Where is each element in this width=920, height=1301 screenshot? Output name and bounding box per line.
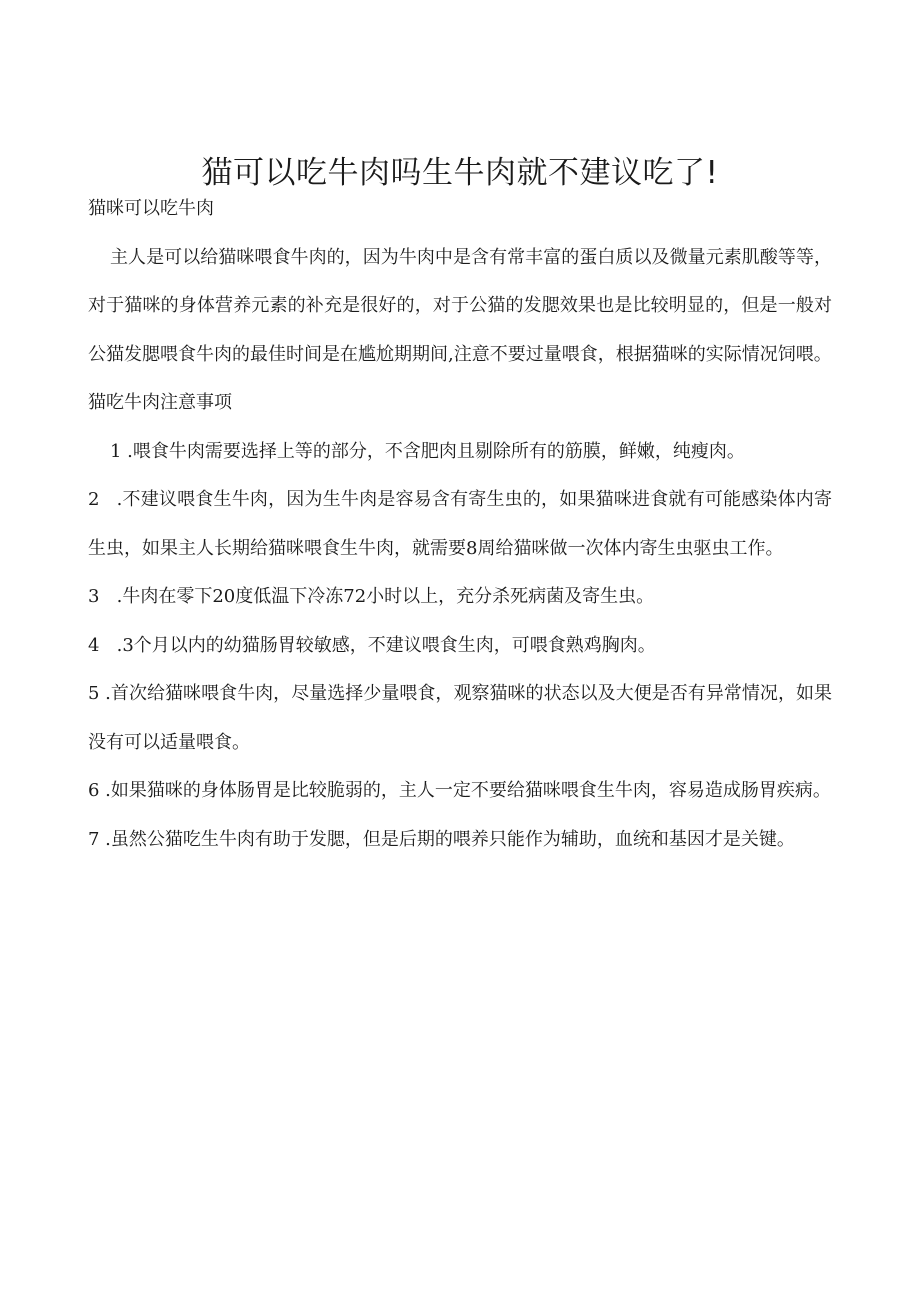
list-item bbox=[88, 670, 832, 767]
list-item bbox=[88, 573, 832, 622]
list-item-number: 5 . bbox=[88, 683, 111, 704]
list-item-text: 虽然公猫吃生牛肉有助于发腮，但是后期的喂养只能作为辅助，血统和基因才是关键。 bbox=[110, 828, 795, 850]
list-item-text: 如果猫咪的身体肠胃是比较脆弱的，主人一定不要给猫咪喂食生牛肉，容易造成肠胃疾病。 bbox=[110, 780, 831, 801]
list-item-text: 喂食牛肉需要选择上等的部分，不含肥肉且剔除所有的筋膜，鲜嫩，纯瘦肉。 bbox=[132, 440, 745, 462]
list-item-number: 7 . bbox=[88, 828, 111, 850]
list-item-number: 1 . bbox=[110, 440, 133, 462]
list-item bbox=[88, 767, 832, 816]
list-item-text: 首次给猫咪喂食牛肉，尽量选择少量喂食，观察猫咪的状态以及大便是否有异常情况，如果没有可以适量喂食。 bbox=[88, 683, 832, 753]
list-item-text: 不建议喂食生牛肉，因为生牛肉是容易含有寄生虫的，如果猫咪进食就有可能感染体内寄生虫，如果主人长期给猫咪喂食生牛肉，就需要8周给猫咪做一次体内寄生虫驱虫工作。 bbox=[88, 489, 832, 559]
list-item-number: 3 . bbox=[88, 586, 123, 607]
list-item-text: 牛肉在零下20度低温下冷冻72小时以上，充分杀死病菌及寄生虫。 bbox=[122, 586, 655, 607]
list-item-number: 6 . bbox=[88, 780, 111, 801]
document-body bbox=[88, 185, 832, 864]
page-title: 猫可以吃牛肉吗生牛肉就不建议吃了! bbox=[201, 154, 719, 191]
list-item bbox=[88, 622, 832, 671]
section-heading-precautions: 猫吃牛肉注意事项 bbox=[88, 392, 232, 413]
list-item-text: 3个月以内的幼猫肠胃较敏感，不建议喂食生肉，可喂食熟鸡胸肉。 bbox=[122, 634, 656, 656]
list-item bbox=[88, 476, 832, 573]
section-heading-can-eat-beef: 猫咪可以吃牛肉 bbox=[88, 198, 214, 219]
list-item-number: 2 . bbox=[88, 489, 123, 510]
intro-paragraph: 主人是可以给猫咪喂食牛肉的，因为牛肉中是含有常丰富的蛋白质以及微量元素肌酸等等，对于猫咪的身体营养元素的补充是很好的，对于公猫的发腮效果也是比较明显的，但是一般对公猫发腮喂食牛肉的最佳时间是在尴尬期期间,注意不要过量喂食，根据猫咪的实际情况饲喂。 bbox=[88, 246, 832, 365]
list-item bbox=[88, 428, 832, 477]
list-item-number: 4 . bbox=[88, 634, 123, 656]
list-item bbox=[88, 816, 832, 865]
